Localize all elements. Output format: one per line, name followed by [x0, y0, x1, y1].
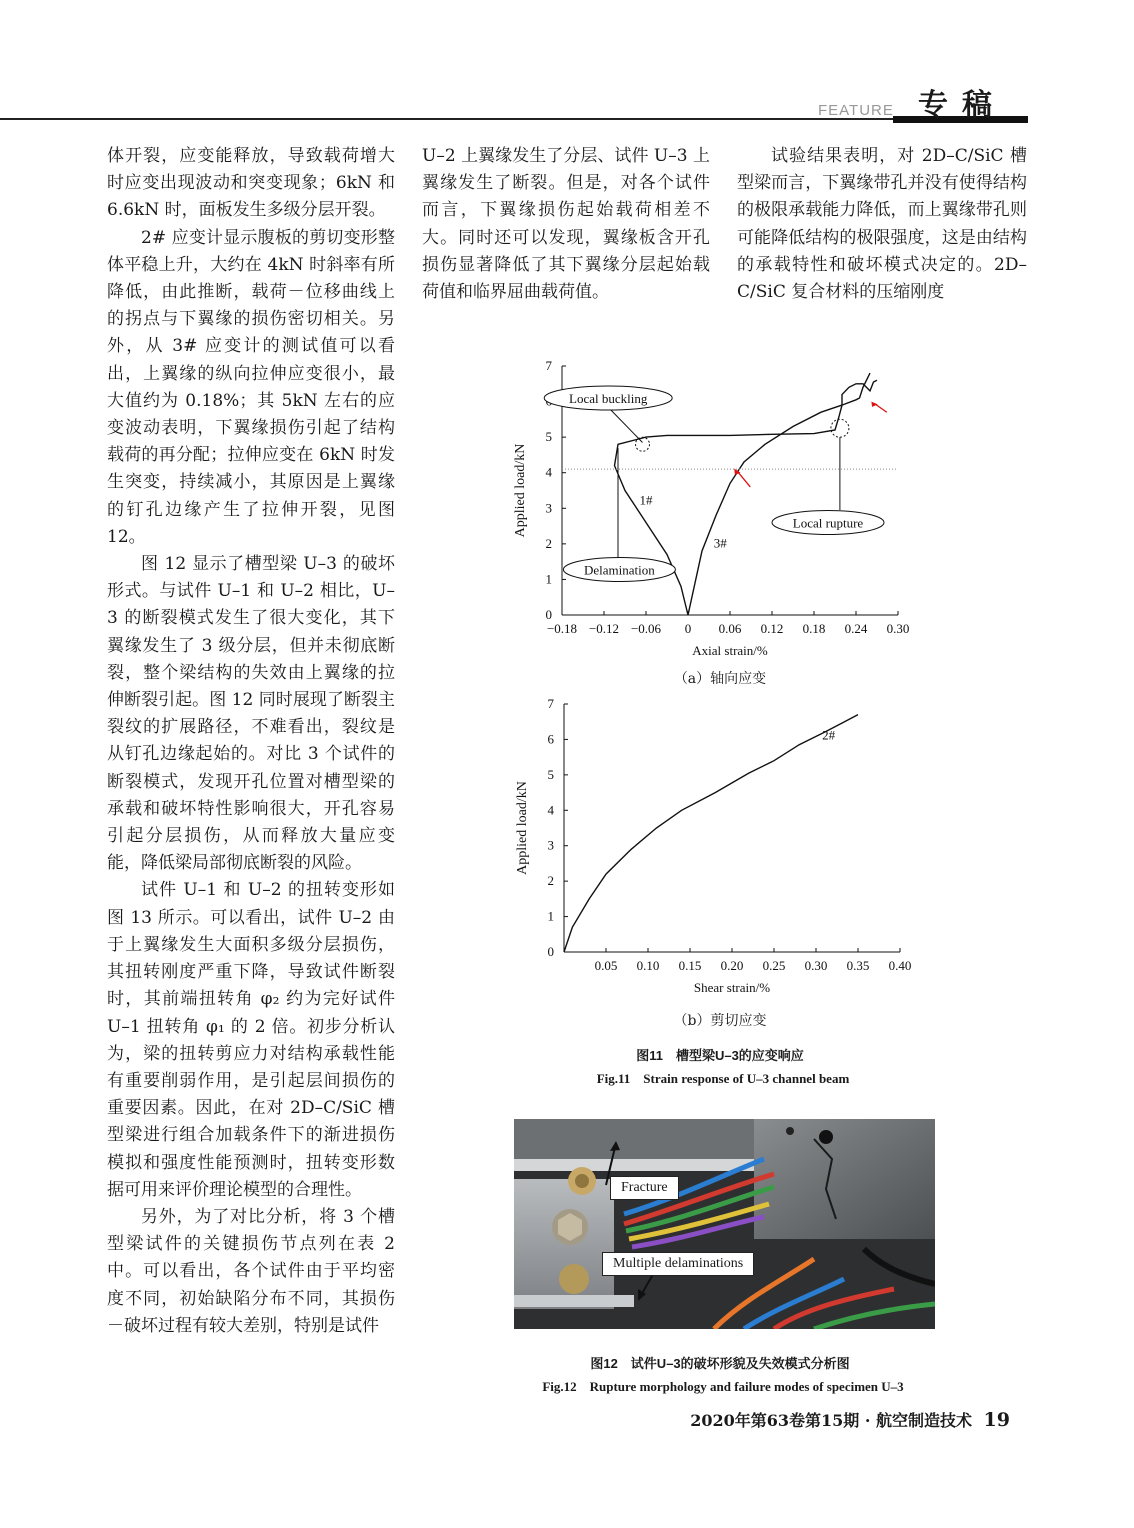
rupture-photo — [514, 1119, 935, 1329]
callout-circle — [831, 419, 849, 437]
y-tick-label: 6 — [547, 731, 554, 747]
x-tick-label: 0.12 — [760, 621, 784, 636]
text-column-1 — [107, 143, 395, 1340]
series-line-1 — [615, 380, 878, 615]
callout-line — [611, 410, 643, 442]
y-tick-label: 0 — [547, 944, 554, 959]
y-axis-label: Applied load/kN — [515, 781, 530, 875]
x-tick-label: 0.05 — [594, 958, 618, 973]
shear-strain-chart — [500, 690, 920, 1000]
y-tick-label: 3 — [547, 837, 554, 853]
y-tick-label: 1 — [547, 908, 554, 924]
y-tick-label: 2 — [547, 873, 554, 889]
callout-local-buckling-label: Local buckling — [569, 391, 648, 407]
x-tick-label: 0.18 — [802, 621, 826, 636]
paragraph: U–2 上翼缘发生了分层、试件 U–3 上翼缘发生了断裂。但是，对各个试件而言，下翼缘损伤起始载荷相差不大。同时还可以发现，翼缘板含开孔损伤显著降低了其下翼缘分层起始载荷值和临界屈曲载荷值。 — [422, 146, 710, 303]
y-tick-label: 7 — [547, 696, 554, 711]
y-tick-label: 2 — [545, 535, 552, 551]
y-tick-label: 0 — [545, 607, 552, 622]
paragraph: 试件 U–1 和 U–2 的扭转变形如图 13 所示。可以看出，试件 U–2 由于上翼缘发生大面积多级分层损伤，其扭转刚度严重下降，导致试件断裂时，其前端扭转角 φ₂ 约为完好试件 U–1 扭转角 φ₁ 的 2 倍。初步分析认为，梁的扭转剪应力对结构承载性能有重要削弱作用，是引起层间损伤的重要因素。因此，在对 2D–C/SiC 槽型梁进行组合加载条件下的渐进损伤模拟和强度性能预测时，扭转变形数据可用来评价理论模型的合理性。 — [107, 880, 395, 1200]
paragraph: 体开裂，应变能释放，导致载荷增大时应变出现波动和突变现象；6kN 和 6.6kN 时，面板发生多级分层开裂。 — [107, 146, 395, 221]
series-label-3: 3# — [713, 535, 727, 551]
delamination-label: Multiple delaminations — [602, 1252, 754, 1276]
x-tick-label: 0.15 — [678, 958, 702, 973]
x-tick-label: 0.20 — [720, 958, 744, 973]
x-tick-label: −0.18 — [546, 621, 578, 636]
axial-strain-chart — [500, 350, 920, 660]
red-arrowhead-icon — [871, 402, 877, 407]
page-number: 19 — [983, 1409, 1010, 1431]
x-tick-label: −0.12 — [588, 621, 620, 636]
x-axis-label: Axial strain/% — [692, 643, 768, 658]
x-tick-label: 0.24 — [844, 621, 868, 636]
x-tick-label: 0 — [684, 621, 692, 636]
y-tick-label: 4 — [545, 464, 552, 480]
callout-delamination-label: Delamination — [584, 562, 655, 578]
x-tick-label: 0.25 — [762, 958, 786, 973]
y-tick-label: 4 — [547, 802, 554, 818]
x-tick-label: 0.35 — [846, 958, 870, 973]
paragraph: 试验结果表明，对 2D–C/SiC 槽型梁而言，下翼缘带孔并没有使得结构的极限承载能力降低，而上翼缘带孔则可能降低结构的极限强度，这是由结构的承载特性和破坏模式决定的。2D–C/SiC 复合材料的压缩刚度 — [737, 146, 1027, 303]
subcaption-a: （a）轴向应变 — [673, 671, 767, 687]
fracture-label: Fracture — [610, 1176, 679, 1200]
x-tick-label: 0.30 — [886, 621, 910, 636]
x-tick-label: 0.30 — [804, 958, 828, 973]
x-tick-label: 0.10 — [636, 958, 660, 973]
figure-11-caption-zh: 图11 槽型梁U–3的应变响应 — [636, 1048, 804, 1063]
series-label-2: 2# — [822, 727, 836, 743]
figure-12-caption-zh: 图12 试件U–3的破坏形貌及失效模式分析图 — [590, 1356, 850, 1371]
red-arrow-icon — [737, 471, 750, 487]
paragraph: 另外，为了对比分析，将 3 个槽型梁试件的关键损伤节点列在表 2 中。可以看出，各个试件由于平均密度不同，初始缺陷分布不同，其损伤－破坏过程有较大差别，特别是试件 — [107, 1206, 395, 1336]
rupture-photo-drawing — [514, 1119, 935, 1329]
footer-journal: 2020年第63卷第15期 · 航空制造技术 — [690, 1411, 972, 1430]
x-tick-label: 0.40 — [888, 958, 912, 973]
series-line-2 — [564, 715, 858, 952]
series-line-3 — [688, 373, 870, 615]
x-axis-label: Shear strain/% — [693, 980, 771, 995]
series-label-1: 1# — [639, 492, 653, 508]
feature-label: FEATURE — [818, 102, 894, 119]
callout-local-rupture-label: Local rupture — [792, 515, 864, 531]
text-column-3 — [737, 143, 1027, 306]
y-tick-label: 1 — [545, 571, 552, 587]
figure-11-caption-en: Fig.11 Strain response of U–3 channel beam — [596, 1071, 850, 1086]
y-tick-label: 5 — [547, 766, 554, 782]
paragraph: 2# 应变计显示腹板的剪切变形整体平稳上升，大约在 4kN 时斜率有所降低，由此推断，载荷－位移曲线上的拐点与下翼缘的损伤密切相关。另外，从 3# 应变计的测试值可以看出，上翼缘的纵向拉伸应变很小，最大值约为 0.18%；其 5kN 左右的应变波动表明，下翼缘损伤引起了结构载荷的再分配；拉伸应变在 6kN 时发生突变，持续减小，其原因是上翼缘的钉孔边缘产生了拉伸开裂，见图 12。 — [107, 227, 395, 547]
y-tick-label: 5 — [545, 429, 552, 445]
y-tick-label: 7 — [545, 358, 552, 373]
text-column-2 — [422, 143, 710, 306]
paragraph: 图 12 显示了槽型梁 U–3 的破坏形式。与试件 U–1 和 U–2 相比，U–3 的断裂模式发生了很大变化，其下翼缘发生了 3 级分层，但并未彻底断裂，整个梁结构的失效由上翼缘的拉伸断裂引起。图 12 同时展现了断裂主裂纹的扩展路径，不难看出，裂纹是从钉孔边缘起始的。对比 3 个试件的断裂模式，发现开孔位置对槽型梁的承载和破坏特性影响很大，开孔容易引起分层损伤，从而释放大量应变能，降低梁局部彻底断裂的风险。 — [107, 554, 395, 874]
y-tick-label: 3 — [545, 500, 552, 516]
y-axis-label: Applied load/kN — [513, 443, 528, 538]
x-tick-label: −0.06 — [630, 621, 662, 636]
footer — [650, 1408, 1010, 1431]
subcaption-b: （b）剪切应变 — [673, 1013, 767, 1029]
figure-12-caption-en: Fig.12 Rupture morphology and failure modes of specimen U–3 — [542, 1379, 904, 1394]
section-title: 专稿 — [918, 88, 1006, 123]
x-tick-label: 0.06 — [718, 621, 742, 636]
